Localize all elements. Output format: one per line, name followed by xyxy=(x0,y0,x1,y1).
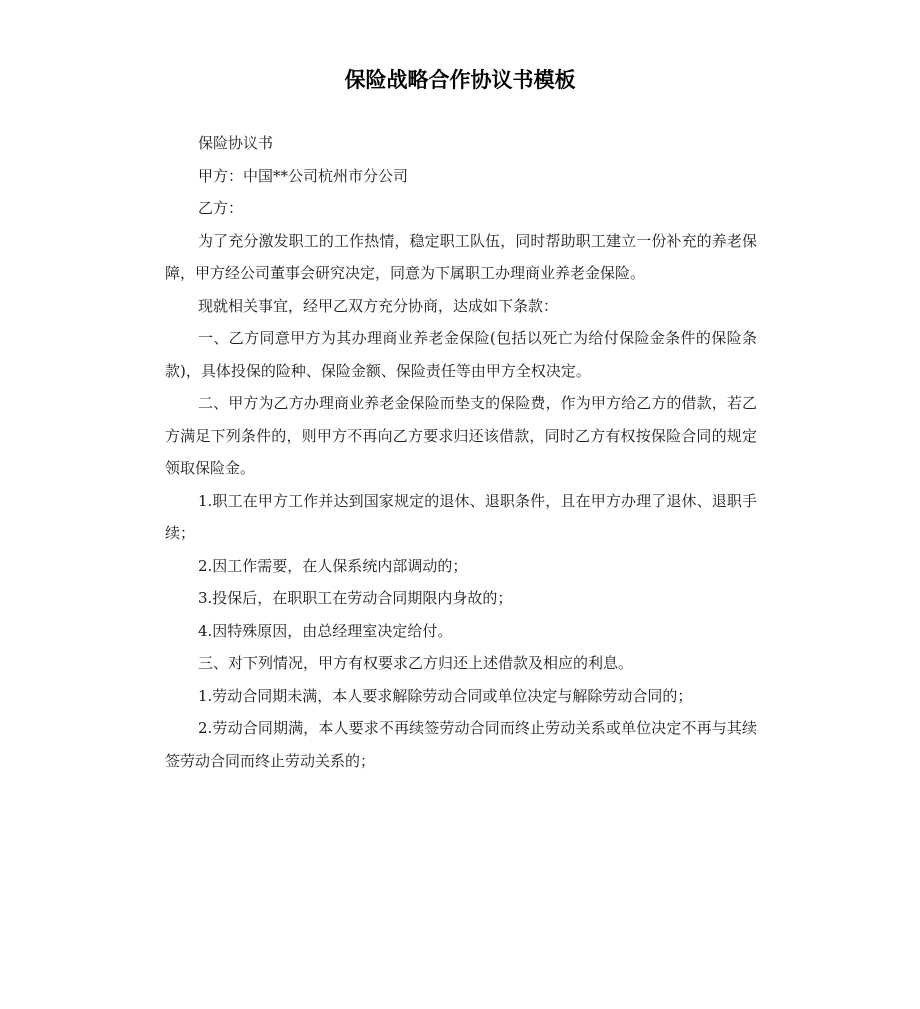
paragraph-clause-2-item-2: 2.因工作需要，在人保系统内部调动的； xyxy=(198,556,468,575)
paragraph-clause-2-item-4: 4.因特殊原因，由总经理室决定给付。 xyxy=(198,621,453,640)
paragraph-agreement-intro: 现就相关事宜，经甲乙双方充分协商，达成如下条款： xyxy=(198,296,559,315)
paragraph-clause-2-item-3: 3.投保后，在职职工在劳动合同期限内身故的； xyxy=(198,589,513,607)
document-body xyxy=(165,127,757,777)
paragraph-purpose: 为了充分激发职工的工作热情，稳定职工队伍，同时帮助职工建立一份补充的养老保障，甲方经公司董事会研究决定，同意为下属职工办理商业养老金保险。 xyxy=(165,231,757,282)
document-title: 保险战略合作协议书模板 xyxy=(344,68,576,92)
paragraph-clause-2: 二、甲方为乙方办理商业养老金保险而垫支的保险费，作为甲方给乙方的借款，若乙方满足下列条件的，则甲方不再向乙方要求归还该借款，同时乙方有权按保险合同的规定领取保险金。 xyxy=(165,394,757,477)
paragraph-clause-1: 一、乙方同意甲方为其办理商业养老金保险(包括以死亡为给付保险金条件的保险条款)，具体投保的险种、保险金额、保险责任等由甲方全权决定。 xyxy=(165,329,757,380)
paragraph-heading: 保险协议书 xyxy=(198,134,274,152)
paragraph-party-a: 甲方：中国**公司杭州市分公司 xyxy=(198,166,409,185)
paragraph-party-b: 乙方： xyxy=(198,199,244,217)
paragraph-clause-3-item-1: 1.劳动合同期未满，本人要求解除劳动合同或单位决定与解除劳动合同的； xyxy=(198,686,693,705)
paragraph-clause-3-item-2: 2.劳动合同期满，本人要求不再续签劳动合同而终止劳动关系或单位决定不再与其续签劳动合同而终止劳动关系的； xyxy=(165,719,757,770)
paragraph-clause-2-item-1: 1.职工在甲方工作并达到国家规定的退休、退职条件，且在甲方办理了退休、退职手续； xyxy=(165,491,757,542)
paragraph-clause-3: 三、对下列情况，甲方有权要求乙方归还上述借款及相应的利息。 xyxy=(198,654,634,672)
